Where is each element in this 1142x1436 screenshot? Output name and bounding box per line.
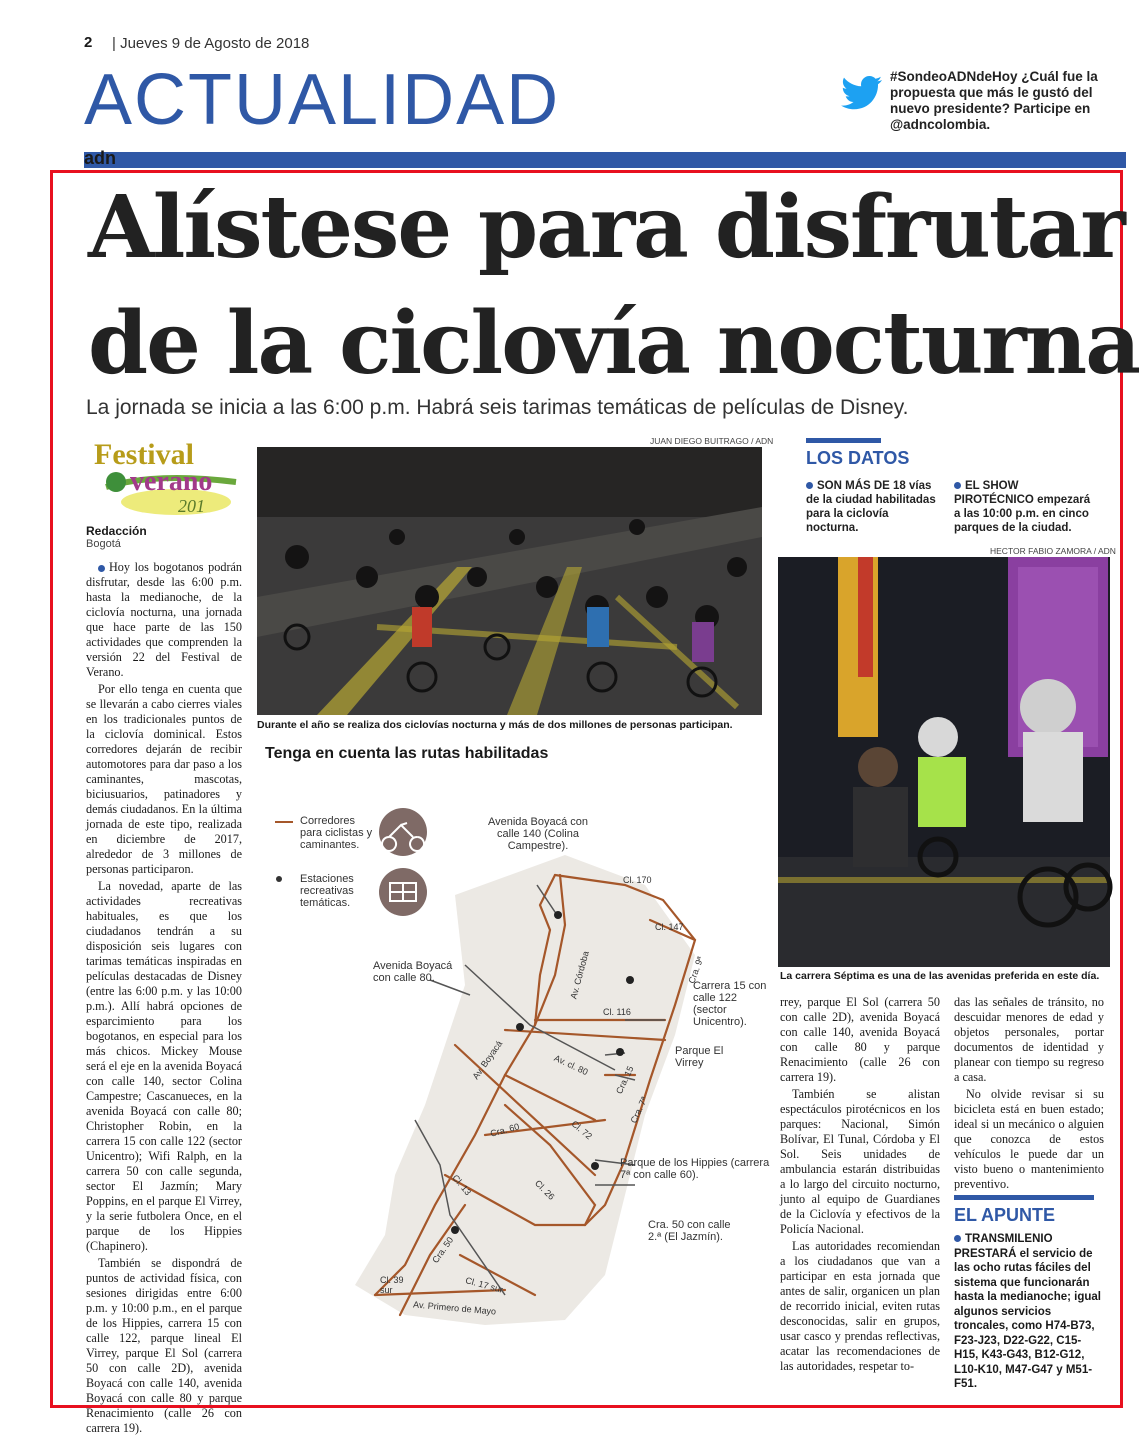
road-label: Av. Boyacá (470, 1038, 505, 1082)
logo-year: 201 (178, 496, 205, 516)
road-label: Cl. 72 (569, 1118, 594, 1142)
paragraph: No olvide revisar si su bicicleta está en buen estado; ideal si un mecánico o alguien que conozca de estos vehículos le puede dar un visto bueno o mantenimiento preventivo. (954, 1087, 1104, 1191)
headline-line-2: de la ciclovía nocturna (88, 293, 1139, 394)
logo-word-festival: Festival (94, 438, 194, 471)
paragraph: También se dispondrá de puntos de actividad física, con sesiones dirigidas entre 6:00 p.m. y 10:00 p.m., en el parque de los Hippies, carrera 15 con calle 122, parque lineal El Virrey, parque El Sol (carrera 50 con calle 2D), avenida Boyacá con calle 140, avenida Boyacá con calle 80 y parque Renacimiento (calle 26 con carrera 19). (86, 1256, 242, 1435)
dato-item: SON MÁS DE 18 vías de la ciudad habilitadas para la ciclovía nocturna. (806, 480, 936, 534)
paragraph: También se alistan espectáculos pirotécnicos en los parques: Nacional, Simón Bolívar, El Tunal, Córdoba y El Sol. Seis unidades de ambulancia estarán distribuidas a lo largo del circuito nocturno, junto al equipo de Guardianes de la Ciclovía y efectivos de la Policía Nacional. (780, 1087, 940, 1236)
road-label: Av. Córdoba (568, 949, 591, 1001)
brand-logo: adn (84, 148, 117, 168)
road-label: Cra. 7ª (628, 1095, 650, 1125)
bullet-dot (98, 565, 105, 572)
photo-caption: Durante el año se realiza dos ciclovías nocturna y más de dos millones de personas participan. (257, 719, 733, 731)
road-label: Cra. 9ª (686, 955, 706, 985)
legend-corridors: Corredores para ciclistas y caminantes. (300, 815, 373, 851)
datos-bar (806, 438, 881, 443)
road-label: Cl. 26 (532, 1178, 557, 1202)
road-label: Av. Primero de Mayo (412, 1299, 497, 1317)
paragraph: rrey, parque El Sol (carrera 50 con calle 2D), avenida Boyacá con calle 140, avenida Boyacá con calle 80 y parque Renacimiento (calle 26 con carrera 19). (780, 995, 940, 1084)
apunte-title: EL APUNTE (954, 1205, 1056, 1225)
datos-title: LOS DATOS (806, 448, 910, 468)
road-label: Cl. 170 (623, 875, 652, 885)
bullet-dot (954, 482, 961, 489)
section-title: ACTUALIDAD (84, 60, 561, 140)
bullet-dot (806, 482, 813, 489)
apunte-bar (954, 1195, 1094, 1200)
dateline-city: Bogotá (86, 538, 121, 550)
paragraph: Por ello tenga en cuenta que se llevarán a cabo cierres viales en los tradicionales puntos de la ciclovía dominical. Estos corredores dejarán de recibir automotores para dar paso a los caminantes, mascotas, biciusuarios, patinadores y demás ciudadanos. En la última jornada de este tipo, realizada en diciembre de 2017, alrededor de 3 millones de personas participaron. (86, 682, 242, 876)
issue-date: | Jueves 9 de Agosto de 2018 (112, 35, 310, 52)
place-label: Parque de los Hippies (carrera 7ª con calle 60). (620, 1157, 770, 1181)
map-title: Tenga en cuenta las rutas habilitadas (265, 745, 549, 762)
road-label: Cl. 17 sur (464, 1275, 505, 1295)
place-label: Avenida Boyacá con calle 140 (Colina Campestre). (487, 816, 589, 852)
article-column-3 (954, 995, 1104, 1195)
place-label: Cra. 50 con calle 2.ª (El Jazmín). (648, 1219, 731, 1243)
photo-credit: JUAN DIEGO BUITRAGO / ADN (650, 436, 774, 446)
page-number: 2 (84, 34, 93, 51)
routes-map (265, 775, 775, 1335)
bullet-dot (954, 1235, 961, 1242)
subtitle: La jornada se inicia a las 6:00 p.m. Habrá seis tarimas temáticas de películas de Disney. (86, 396, 909, 419)
night-cyclists-photo (257, 447, 762, 715)
carrera-septima-photo (778, 557, 1110, 967)
road-label: Cra. 50 (430, 1235, 456, 1265)
headline-line-1: Alístese para disfrutar (88, 177, 1124, 278)
place-label: Parque El Virrey (675, 1045, 724, 1069)
paragraph: Hoy los bogotanos podrán disfrutar, desde las 6:00 p.m. hasta la medianoche, de la ciclovía nocturna, una jornada que hace parte de las 150 actividades que comprenden la versión 22 del Festival de Verano. (86, 560, 242, 679)
place-label: Avenida Boyacá con calle 80. (373, 960, 453, 984)
dato-item: EL SHOW PIROTÉCNICO empezará a las 10:00 p.m. en cinco parques de la ciudad. (954, 480, 1091, 534)
road-label: Cl. 13 (450, 1172, 474, 1198)
article-column-1 (86, 560, 242, 1435)
apunte-text: TRANSMILENIO PRESTARÁ el servicio de las ocho rutas fáciles del sistema que funcionarán hasta la medianoche; igual algunos servicios troncales, como H74-B73, F23-J23, D22-G22, C15-H15, K43-G43, B12-G12, L10-K10, M47-G47 y M51-F51. (954, 1233, 1101, 1390)
paragraph: das las señales de tránsito, no descuidar menores de edad y objetos personales, portar documentos de identidad y planear con tiempo su regreso a casa. (954, 995, 1104, 1084)
festival-verano-logo (86, 432, 238, 522)
byline: Redacción (86, 524, 147, 538)
article-column-2 (780, 995, 940, 1390)
photo-credit: HECTOR FABIO ZAMORA / ADN (990, 546, 1116, 556)
twitter-bird-icon (840, 74, 884, 114)
road-label: Cl. 116 (603, 1007, 631, 1017)
road-label: Av. cl. 80 (552, 1052, 590, 1078)
road-label: Cl. 147 (655, 922, 684, 932)
road-label: Cl. 39 sur (380, 1275, 404, 1295)
road-label: Cra. 15 (613, 1064, 636, 1096)
legend-stations: Estaciones recreativas temáticas. (300, 873, 354, 909)
road-label: Cra. 60 (489, 1121, 521, 1139)
section-bar (84, 152, 1126, 168)
logo-word-verano: verano (130, 466, 213, 497)
paragraph: Las autoridades recomiendan a los ciudadanos que van a participar en esta jornada que antes de salir, organicen un plan de recorrido inicial, eviten rutas desconocidas, salir en grupos, usar casco y prendas reflectivas, acatar las recomendaciones de las autoridades, respetar to- (780, 1239, 940, 1373)
photo-caption: La carrera Séptima es una de las avenidas preferida en este día. (780, 970, 1100, 982)
paragraph: La novedad, aparte de las actividades recreativas habituales, es que los ciudadanos tendrán a su disposición seis lugares con tarimas temáticas inspiradas en películas destacadas de Disney (entre las 6:00 p.m. y las 10:00 p.m.). Allí habrá opciones de esparcimiento para los bogotanos, en especial para los más chicos. Mickey Mouse será el eje en la avenida Boyacá con calle 140, sector Colina Campestre; Cascanueces, en la avenida Boyacá con calle 80; Christopher Robin, en la carrera 15 con calle 122 (sector Unicentro); Wifi Ralph, en la carrera 50 con calle segunda, sector El Jazmín; Mary Poppins, en el parque El Virrey, y la serie futbolera Once, en el parque de los Hippies (Chapinero). (86, 879, 242, 1253)
twitter-prompt: #SondeoADNdeHoy ¿Cuál fue la propuesta que más le gustó del nuevo presidente? Participe en @adncolombia. (890, 69, 1098, 132)
place-label: Carrera 15 con calle 122 (sector Unicentro). (693, 980, 767, 1028)
